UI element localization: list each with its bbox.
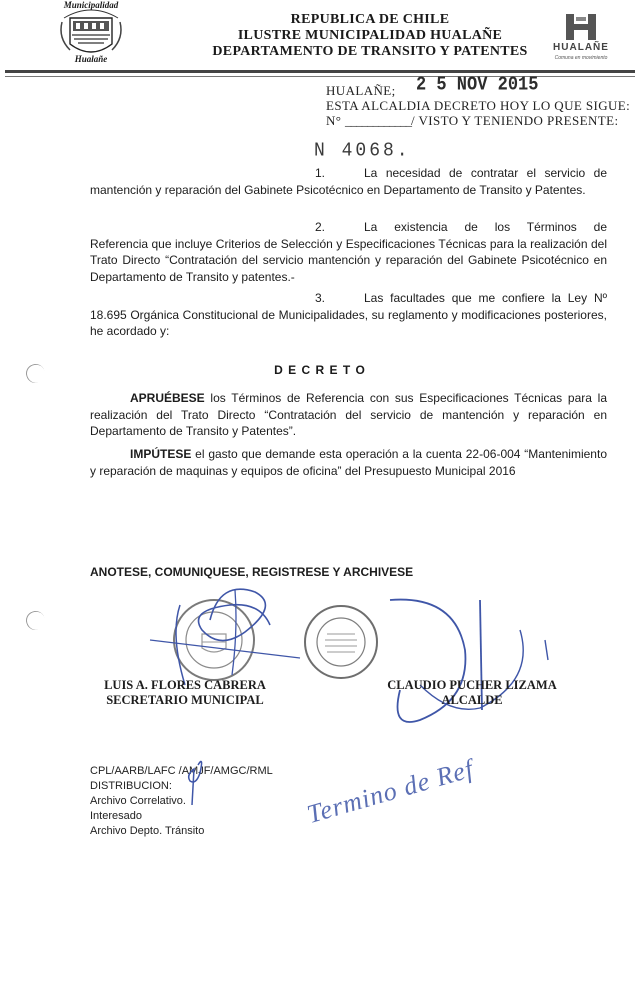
decree-paragraph-1-text: los Términos de Referencia con sus Especificaciones Técnicas para la realización del Trato Directo “Contratación del servicio de mantención y reparación en Departamento de Transito y Patentes”.: [90, 391, 607, 438]
distribution-initials: CPL/AARB/LAFC /AMJF/AMGC/RML: [90, 765, 273, 777]
consideration-3: [90, 290, 607, 340]
handwritten-note: Termino de Ref: [303, 753, 477, 830]
distribution-label: DISTRIBUCION:: [90, 780, 172, 792]
left-signatory-title: SECRETARIO MUNICIPAL: [106, 693, 264, 707]
decree-number-blank: ____________: [345, 113, 412, 128]
decree-paragraph-2-text: el gasto que demande esta operación a la cuenta 22-06-004 “Mantenimiento y reparación de maquinas y equipos de oficina” del Presupuesto Municipal 2016: [90, 447, 607, 478]
date-stamp: 2 5 NOV 2015: [416, 74, 539, 97]
decree-charge-keyword: IMPÚTESE: [130, 447, 192, 461]
consideration-1-first: La necesidad de contratar el servicio de: [364, 166, 607, 180]
consideration-1-number: 1.: [315, 166, 326, 180]
closing-formula: ANOTESE, COMUNIQUESE, REGISTRESE Y ARCHIVESE: [90, 565, 414, 579]
header-line-1: REPUBLICA DE CHILE: [290, 12, 450, 27]
distribution-item: Archivo Depto. Tránsito: [90, 825, 205, 837]
left-signatory-name: LUIS A. FLORES CABRERA: [104, 678, 266, 692]
consideration-2-first: La existencia de los Términos de: [364, 220, 607, 234]
consideration-3-first: Las facultades que me confiere la Ley: [364, 291, 588, 305]
right-signature-scribble: [360, 590, 560, 740]
consideration-3-rest: Nº 18.695 Orgánica Constitucional de Municipalidades, su reglamento y modificaciones posteriores, he acordado y:: [90, 291, 608, 338]
left-logo-text-top: Municipalidad: [63, 0, 119, 10]
consideration-1: [90, 165, 607, 198]
consideration-2-number: 2.: [315, 220, 326, 234]
header-line-3: DEPARTAMENTO DE TRANSITO Y PATENTES: [212, 44, 528, 59]
distribution-item: Interesado: [90, 810, 142, 822]
right-hualane-logo: [563, 12, 599, 42]
decree-heading: D E C R E T O: [274, 363, 366, 377]
header-divider-thin: [5, 76, 635, 77]
consideration-2-rest: Referencia que incluye Criterios de Selección y Especificaciones Técnicas para la realización del Trato Directo “Contratación del servicio mantención y reparación del Gabinete Psicotécnico en Departamento de Transito y patentes.-: [90, 236, 607, 284]
right-logo-name: HUALAÑE: [553, 42, 609, 53]
consideration-2: [90, 219, 607, 285]
header-line-2: ILUSTRE MUNICIPALIDAD HUALAÑE: [237, 28, 503, 43]
decree-approve-keyword: APRUÉBESE: [130, 391, 205, 405]
preamble-place: HUALAÑE;: [326, 83, 396, 98]
preamble-line-2: ESTA ALCALDIA DECRETO HOY LO QUE SIGUE:: [326, 98, 631, 113]
binder-hole-mark-top: [23, 361, 47, 385]
left-logo-text-bottom: Hualañe: [74, 54, 108, 64]
preamble-visto: / VISTO Y TENIENDO PRESENTE:: [411, 113, 619, 128]
binder-hole-mark-bottom: [23, 608, 47, 632]
distribution-item: Archivo Correlativo.: [90, 795, 186, 807]
distribution-initial-mark: [170, 755, 210, 810]
consideration-3-number: 3.: [315, 291, 326, 305]
right-signatory-name: CLAUDIO PUCHER LIZAMA: [387, 678, 557, 692]
header-divider: [5, 70, 635, 73]
decree-number-stamp: N 4068.: [314, 140, 411, 162]
decree-paragraph-1: [90, 390, 607, 440]
decree-number-label: N°: [326, 113, 342, 128]
decree-paragraph-2: [90, 446, 607, 479]
right-logo-tagline: Comuna en movimiento: [554, 55, 608, 61]
preamble-line-3: [326, 113, 618, 129]
consideration-1-rest: mantención y reparación del Gabinete Psicotécnico en Departamento de Transito y Patentes.: [90, 182, 586, 197]
right-signatory-title: ALCALDE: [441, 693, 503, 707]
